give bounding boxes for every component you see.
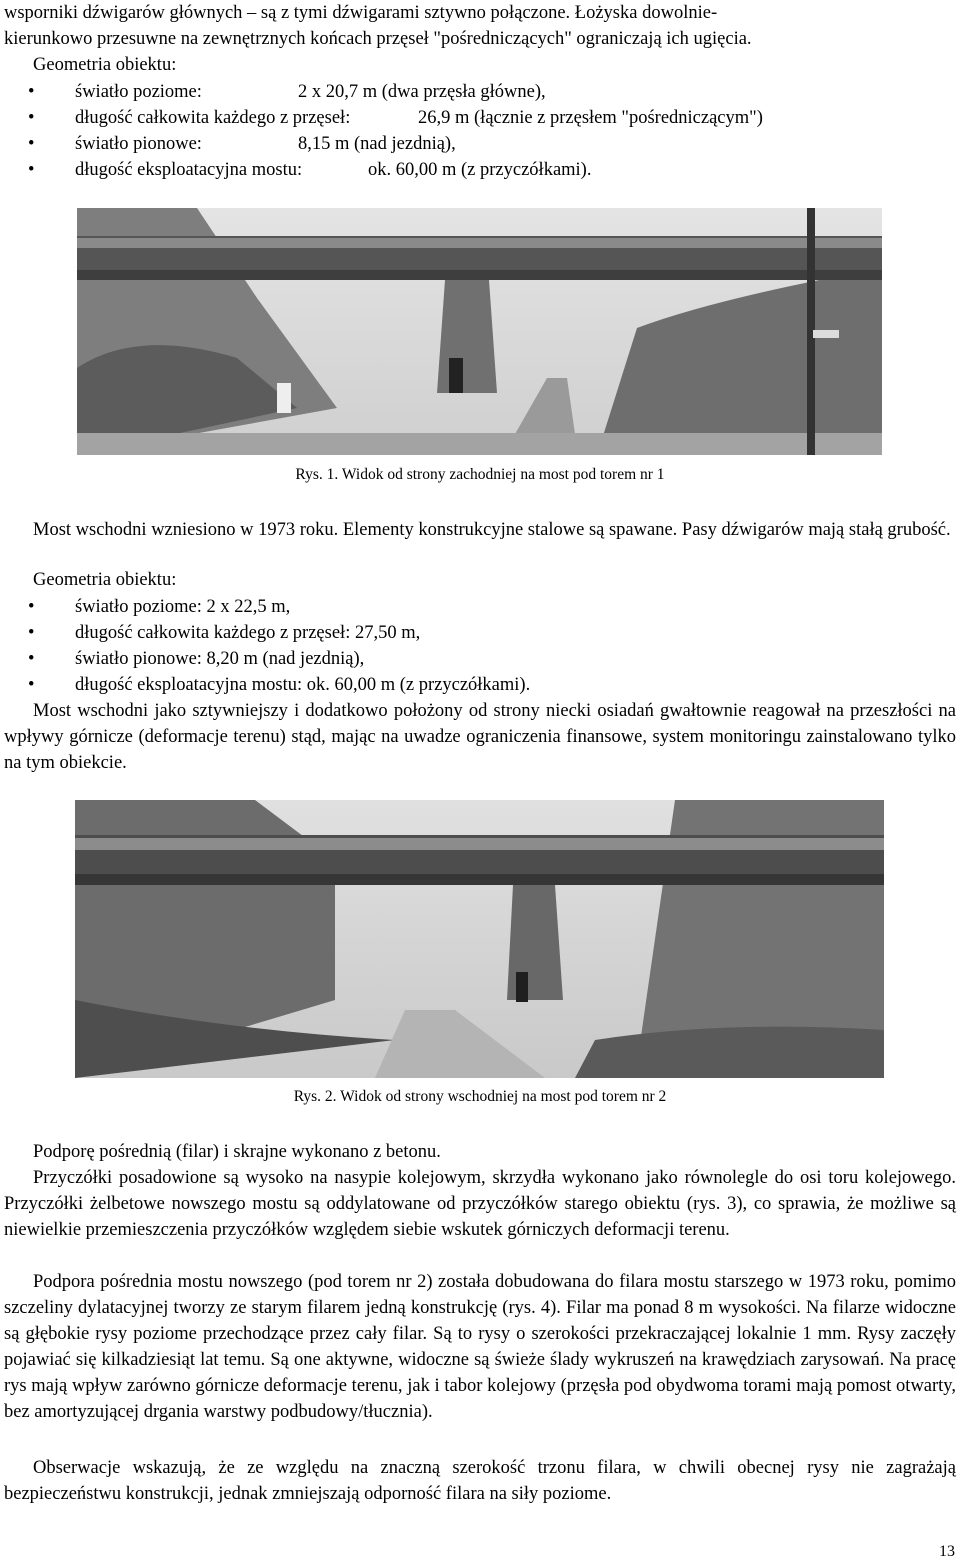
geometry-label-1: Geometria obiektu: [33,55,177,75]
section-3-paragraph-2: Przyczółki posadowione są wysoko na nasypie kolejowym, skrzydła wykonano jako równolegle do osi toru kolejowego. Przyczółki żelbetowe nowszego mostu są oddylatowane od przyczółków starego obiektu (rys. 3), co sprawia, że możliwe są niewielkie przemieszczenia przyczółków względem siebie wskutek górniczych deformacji terenu. [4,1168,956,1240]
list-item-value: 8,15 m (nad jezdnią), [298,134,456,154]
list-item: światło pionowe: 8,20 m (nad jezdnią), [75,649,365,669]
list-item-value: ok. 60,00 m (z przyczółkami). [368,160,592,180]
intro-line-1: wsporniki dźwigarów głównych – są z tymi dźwigarami sztywno połączone. Łożyska dowolnie- [4,3,718,23]
bullet-icon: • [28,623,35,643]
bullet-icon: • [28,675,35,695]
list-item-value: 26,9 m (łącznie z przęsłem "pośredniczącym") [418,108,763,128]
list-item: światło poziome: 2 x 22,5 m, [75,597,291,617]
bullet-icon: • [28,160,35,180]
list-item: długość eksploatacyjna mostu: ok. 60,00 m (z przyczółkami). [75,675,531,695]
bridge-photo-west-image [77,208,882,455]
list-item-value: 2 x 20,7 m (dwa przęsła główne), [298,82,546,102]
section-3-paragraph-4: Obserwacje wskazują, że ze względu na znaczną szerokość trzonu filara, w chwili obecnej rysy nie zagrażają bezpieczeństwu konstrukcji, jednak zmniejszają odporność filara na siły poziome. [4,1458,956,1504]
bridge-photo-east-image [75,800,884,1078]
list-item-label: światło pionowe: [75,134,202,154]
bullet-icon: • [28,82,35,102]
list-item-label: długość całkowita każdego z przęseł: [75,108,351,128]
section-3-paragraph-3: Podpora pośrednia mostu nowszego (pod torem nr 2) została dobudowana do filara mostu starszego w 1973 roku, pomimo szczeliny dylatacyjnej tworzy ze starym filarem jedną konstrukcję (rys. 4). Filar ma ponad 8 m wysokości. Na filarze widoczne są głębokie rysy poziome przechodzące przez cały filar. Są to rysy o szerokości przekraczającej lokalnie 1 mm. Rysy zaczęły pojawiać się kilkadziesiąt lat temu. Są one aktywne, widoczne są świeże ślady wykruszeń na krawędziach zarysowań. Na pracę rys mają wpływ zarówno górnicze deformacje terenu, jak i tabor kolejowy (przęsła pod obydwoma torami mają pomost otwarty, bez amortyzującej drgania warstwy podbudowy/tłucznia). [4,1272,956,1422]
page-number: 13 [939,1543,955,1560]
bridge-photo-west [77,208,882,455]
intro-line-2: kierunkowo przesuwne na zewnętrznych końcach przęseł "pośredniczących" ograniczają ich ugięcia. [4,29,752,49]
list-item-label: światło poziome: [75,82,202,102]
section-2-paragraph: Most wschodni wzniesiono w 1973 roku. Elementy konstrukcyjne stalowe są spawane. Pasy dźwigarów mają stałą grubość. [33,520,951,540]
bullet-icon: • [28,108,35,128]
list-item-label: długość eksploatacyjna mostu: [75,160,303,180]
section-2-paragraph-2: Most wschodni jako sztywniejszy i dodatkowo położony od strony niecki osiadań gwałtownie reagował na przeszłości na wpływy górnicze (deformacje terenu) stąd, mając na uwadze ograniczenia finansowe, system monitoringu zainstalowano tylko na tym obiekcie. [4,701,956,773]
bullet-icon: • [28,134,35,154]
bridge-photo-east [75,800,884,1078]
bullet-icon: • [28,597,35,617]
section-3-paragraph-1: Podporę pośrednią (filar) i skrajne wykonano z betonu. [33,1142,441,1162]
list-item: długość całkowita każdego z przęseł: 27,50 m, [75,623,421,643]
geometry-label-2: Geometria obiektu: [33,570,177,590]
figure-2-caption: Rys. 2. Widok od strony wschodniej na most pod torem nr 2 [293,1088,667,1105]
bullet-icon: • [28,649,35,669]
figure-1-caption: Rys. 1. Widok od strony zachodniej na most pod torem nr 1 [295,466,665,483]
